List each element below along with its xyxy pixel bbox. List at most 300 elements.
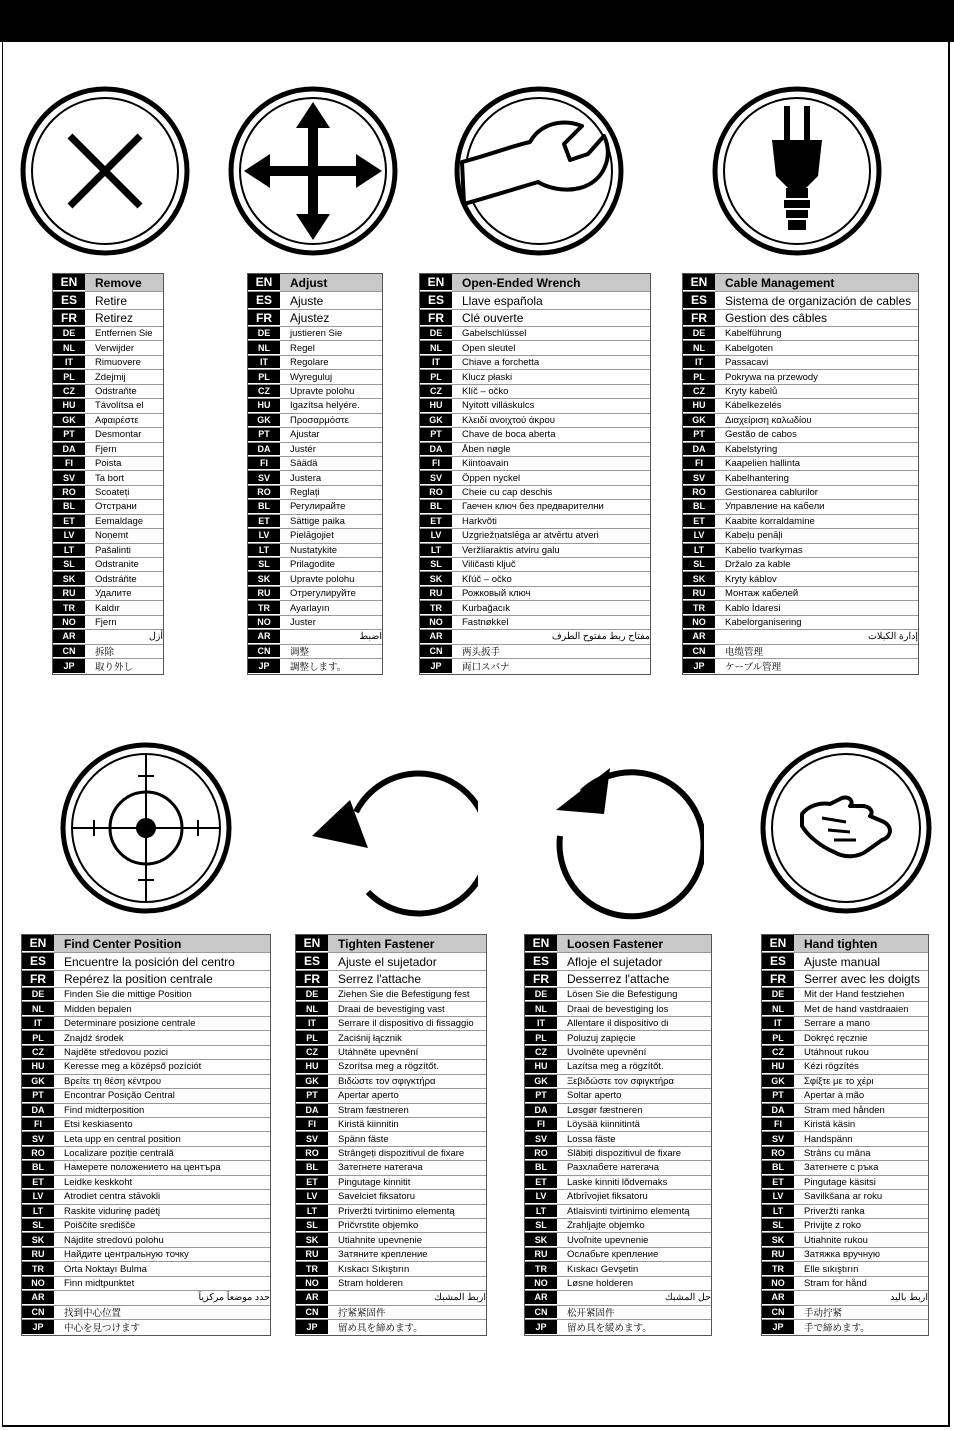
- language-code: BL: [525, 1161, 557, 1174]
- translation-text: Kabelführung: [725, 328, 782, 340]
- loosen-translation-table: [524, 934, 712, 1336]
- language-code: NO: [248, 616, 280, 629]
- table-row: [762, 1017, 928, 1031]
- language-code: NO: [762, 1277, 794, 1290]
- language-code: PT: [525, 1089, 557, 1102]
- translation-text: Klíč – očko: [462, 385, 509, 397]
- table-row: [296, 1205, 486, 1219]
- table-row: [22, 1277, 270, 1291]
- language-code: FI: [525, 1118, 557, 1131]
- language-code: RU: [296, 1248, 328, 1261]
- translation-text: Ajuste el sujetador: [338, 954, 437, 969]
- table-row: [683, 443, 918, 457]
- translation-text: 中心を見つけます: [64, 1323, 141, 1335]
- translation-text: Ξεβιδώστε τον σφιγκτήρα: [567, 1075, 675, 1087]
- language-code: ES: [420, 292, 452, 309]
- language-code: PL: [525, 1031, 557, 1044]
- table-row: [525, 1262, 711, 1276]
- table-row: [53, 471, 163, 485]
- language-code: SL: [53, 558, 85, 571]
- language-code: CN: [420, 645, 452, 658]
- language-code: NO: [420, 616, 452, 629]
- adjust-translation-table: [247, 273, 383, 675]
- language-code: EN: [420, 274, 452, 291]
- language-code: NL: [296, 1002, 328, 1015]
- language-code: LT: [762, 1205, 794, 1218]
- table-row: [248, 515, 382, 529]
- language-code: NL: [420, 341, 452, 354]
- translation-text: Tighten Fastener: [328, 935, 486, 952]
- translation-text: Ослабьте крепление: [567, 1249, 659, 1261]
- language-code: HU: [296, 1060, 328, 1073]
- language-code: RO: [420, 486, 452, 499]
- translation-text: Apertar aperto: [338, 1090, 399, 1102]
- adjust-arrows-icon: [226, 84, 400, 258]
- translation-text: Stram for hånd: [804, 1277, 867, 1289]
- translation-text: Kıskacı Sıkıştırın: [338, 1263, 410, 1275]
- table-row: [762, 935, 928, 953]
- translation-text: Pielāgojiet: [290, 530, 334, 542]
- language-code: IT: [53, 356, 85, 369]
- translation-text: Управление на кабели: [725, 501, 825, 513]
- table-row: [683, 370, 918, 384]
- language-code: GK: [53, 414, 85, 427]
- translation-text: justieren Sie: [290, 328, 343, 340]
- table-row: [53, 630, 163, 644]
- translation-text: Strâns cu mâna: [804, 1148, 871, 1160]
- translation-text: Zaciśnij łącznik: [338, 1032, 402, 1044]
- translation-text: Kryty kabelů: [725, 385, 778, 397]
- table-row: [525, 1132, 711, 1146]
- table-row: [296, 1089, 486, 1103]
- language-code: HU: [53, 399, 85, 412]
- table-row: [296, 1031, 486, 1045]
- table-row: [420, 274, 650, 292]
- language-code: SK: [53, 572, 85, 585]
- translation-text: Open-Ended Wrench: [452, 274, 650, 291]
- table-row: [22, 1031, 270, 1045]
- translation-text: Kiristä käsin: [804, 1119, 856, 1131]
- language-code: HU: [22, 1060, 54, 1073]
- table-row: [296, 1017, 486, 1031]
- translation-text: Držalo za kable: [725, 559, 791, 571]
- translation-text: Разхлабете натегача: [567, 1162, 660, 1174]
- translation-text: Allentare il dispositivo di: [567, 1018, 669, 1030]
- table-row: [525, 953, 711, 971]
- table-row: [525, 1017, 711, 1031]
- language-code: LV: [248, 529, 280, 542]
- translation-text: Mit der Hand festziehen: [804, 989, 905, 1001]
- language-code: JP: [420, 659, 452, 673]
- language-code: DA: [420, 443, 452, 456]
- translation-text: Atbrīvojiet fiksatoru: [567, 1191, 648, 1203]
- table-row: [248, 274, 382, 292]
- table-row: [296, 1176, 486, 1190]
- table-row: [248, 659, 382, 673]
- language-code: FI: [22, 1118, 54, 1131]
- table-row: [683, 486, 918, 500]
- translation-text: Nyitott villáskulcs: [462, 400, 535, 412]
- translation-text: Desmontar: [95, 429, 142, 441]
- translation-text: Kryty káblov: [725, 573, 777, 585]
- language-code: FI: [683, 457, 715, 470]
- table-row: [683, 274, 918, 292]
- table-row: [420, 457, 650, 471]
- translation-text: Spänn fäste: [338, 1133, 389, 1145]
- language-code: EN: [762, 935, 794, 952]
- translation-text: Zrahljajte objemko: [567, 1220, 645, 1232]
- translation-text: Regolare: [290, 357, 329, 369]
- translation-text: Keresse meg a középső pozíciót: [64, 1061, 202, 1073]
- table-row: [248, 572, 382, 586]
- language-code: LV: [525, 1190, 557, 1203]
- translation-text: Localizare poziție centrală: [64, 1148, 174, 1160]
- translation-text: Verwijder: [95, 342, 135, 354]
- language-code: PT: [762, 1089, 794, 1102]
- language-code: GK: [296, 1075, 328, 1088]
- language-code: DE: [53, 327, 85, 340]
- table-row: [420, 310, 650, 327]
- language-code: SK: [420, 572, 452, 585]
- table-row: [248, 529, 382, 543]
- table-row: [420, 327, 650, 341]
- tighten-translation-table: [295, 934, 487, 1336]
- language-code: RU: [525, 1248, 557, 1261]
- remove-translation-table: [52, 273, 164, 675]
- translation-text: Orta Noktayı Bulma: [64, 1263, 147, 1275]
- translation-text: Encuentre la posición del centro: [64, 954, 235, 969]
- language-code: SV: [420, 471, 452, 484]
- language-code: ET: [53, 515, 85, 528]
- language-code: PL: [683, 370, 715, 383]
- translation-text: Ajustez: [290, 311, 330, 325]
- translation-text: Найдите центральную точку: [64, 1249, 189, 1261]
- translation-text: Kabeļu penāļi: [725, 530, 783, 542]
- translation-text: حل المشبك: [664, 1292, 711, 1304]
- table-row: [22, 1060, 270, 1074]
- language-code: ES: [248, 292, 280, 309]
- table-row: [525, 1118, 711, 1132]
- translation-text: Kabelorganisering: [725, 616, 802, 628]
- translation-text: Kaapelien hallinta: [725, 458, 801, 470]
- language-code: FR: [296, 971, 328, 987]
- table-row: [22, 1205, 270, 1219]
- translation-text: Затегнете с ръка: [804, 1162, 879, 1174]
- table-row: [683, 529, 918, 543]
- language-code: FI: [762, 1118, 794, 1131]
- language-code: JP: [683, 659, 715, 673]
- table-row: [296, 1147, 486, 1161]
- table-row: [22, 953, 270, 971]
- translation-text: Αφαιρέστε: [95, 414, 139, 426]
- table-row: [683, 428, 918, 442]
- translation-text: Open sleutel: [462, 342, 516, 354]
- table-row: [525, 1176, 711, 1190]
- translation-text: Kabelhantering: [725, 472, 789, 484]
- language-code: CN: [53, 645, 85, 658]
- translation-text: Entfernen Sie: [95, 328, 153, 340]
- translation-text: Prilagodite: [290, 559, 335, 571]
- translation-text: Cheie cu cap deschis: [462, 487, 553, 499]
- language-code: LV: [22, 1190, 54, 1203]
- table-row: [420, 500, 650, 514]
- table-row: [525, 1147, 711, 1161]
- target-icon: [58, 740, 234, 916]
- table-row: [296, 1060, 486, 1074]
- language-code: TR: [296, 1262, 328, 1275]
- table-row: [683, 385, 918, 399]
- table-row: [525, 988, 711, 1002]
- translation-text: Finn midtpunktet: [64, 1277, 135, 1289]
- language-code: EN: [22, 935, 54, 952]
- translation-text: Apertar à mão: [804, 1090, 865, 1102]
- table-row: [22, 1104, 270, 1118]
- translation-text: إدارة الكبلات: [868, 631, 918, 643]
- loosen-arrow-icon: [530, 748, 704, 922]
- table-row: [762, 1147, 928, 1161]
- language-code: IT: [420, 356, 452, 369]
- language-code: DE: [248, 327, 280, 340]
- language-code: SL: [296, 1219, 328, 1232]
- table-row: [296, 1277, 486, 1291]
- translation-text: 手で締めます。: [804, 1323, 870, 1335]
- language-code: FR: [683, 310, 715, 326]
- language-code: NL: [22, 1002, 54, 1015]
- language-code: AR: [762, 1291, 794, 1304]
- translation-text: Laske kinniti lõdvemaks: [567, 1176, 668, 1188]
- table-row: [762, 953, 928, 971]
- table-row: [53, 500, 163, 514]
- language-code: FR: [525, 971, 557, 987]
- translation-text: Lösen Sie die Befestigung: [567, 989, 678, 1001]
- table-row: [248, 310, 382, 327]
- language-code: RO: [296, 1147, 328, 1160]
- table-row: [420, 630, 650, 644]
- table-row: [525, 1161, 711, 1175]
- wrench-translation-table: [419, 273, 651, 675]
- language-code: PL: [22, 1031, 54, 1044]
- table-row: [420, 558, 650, 572]
- table-row: [525, 1291, 711, 1305]
- table-row: [53, 529, 163, 543]
- translation-text: Távolítsa el: [95, 400, 144, 412]
- table-row: [762, 1248, 928, 1262]
- translation-text: Ajuste manual: [804, 954, 881, 969]
- table-row: [296, 1291, 486, 1305]
- language-code: HU: [525, 1060, 557, 1073]
- translation-text: Najděte středovou pozici: [64, 1046, 169, 1058]
- translation-text: Znajdź środek: [64, 1032, 124, 1044]
- language-code: PT: [248, 428, 280, 441]
- translation-text: Lazítsa meg a rögzítőt.: [567, 1061, 664, 1073]
- language-code: IT: [762, 1017, 794, 1030]
- table-row: [420, 572, 650, 586]
- language-code: LV: [53, 529, 85, 542]
- language-code: IT: [22, 1017, 54, 1030]
- language-code: GK: [22, 1075, 54, 1088]
- language-code: CN: [762, 1306, 794, 1319]
- language-code: SK: [296, 1233, 328, 1246]
- language-code: CN: [296, 1306, 328, 1319]
- translation-text: Stram med hånden: [804, 1104, 885, 1116]
- language-code: RU: [420, 587, 452, 600]
- table-row: [296, 1075, 486, 1089]
- table-row: [248, 500, 382, 514]
- table-row: [53, 457, 163, 471]
- language-code: LT: [53, 544, 85, 557]
- language-code: SV: [22, 1132, 54, 1145]
- language-code: NL: [525, 1002, 557, 1015]
- translation-text: Rimuovere: [95, 357, 141, 369]
- translation-text: اربط باليد: [890, 1292, 928, 1304]
- table-row: [683, 471, 918, 485]
- language-code: TR: [248, 601, 280, 614]
- table-row: [22, 1132, 270, 1146]
- translation-text: Serrez l'attache: [338, 972, 421, 986]
- language-code: BL: [22, 1161, 54, 1174]
- translation-text: Serrare il dispositivo di fissaggio: [338, 1018, 474, 1030]
- language-code: ES: [22, 953, 54, 970]
- table-row: [683, 310, 918, 327]
- translation-text: Draai de bevestiging vast: [338, 1003, 445, 1015]
- table-row: [248, 443, 382, 457]
- table-row: [762, 1089, 928, 1103]
- language-code: LT: [525, 1205, 557, 1218]
- language-code: PL: [420, 370, 452, 383]
- translation-text: Upravte polohu: [290, 573, 355, 585]
- table-row: [683, 558, 918, 572]
- language-code: HU: [420, 399, 452, 412]
- language-code: IT: [525, 1017, 557, 1030]
- language-code: RU: [762, 1248, 794, 1261]
- language-code: HU: [248, 399, 280, 412]
- language-code: DE: [525, 988, 557, 1001]
- table-row: [296, 1320, 486, 1334]
- language-code: TR: [683, 601, 715, 614]
- language-code: PT: [296, 1089, 328, 1102]
- table-row: [248, 616, 382, 630]
- table-row: [53, 327, 163, 341]
- table-row: [53, 399, 163, 413]
- language-code: ES: [525, 953, 557, 970]
- table-row: [762, 1277, 928, 1291]
- table-row: [53, 341, 163, 355]
- language-code: IT: [248, 356, 280, 369]
- translation-text: Etsi keskiasento: [64, 1119, 133, 1131]
- translation-text: Savilkšana ar roku: [804, 1191, 883, 1203]
- table-row: [525, 1060, 711, 1074]
- table-row: [683, 659, 918, 673]
- language-code: GK: [683, 414, 715, 427]
- translation-text: Find midterposition: [64, 1104, 145, 1116]
- language-code: TR: [762, 1262, 794, 1275]
- translation-text: Clé ouverte: [462, 311, 524, 325]
- table-row: [420, 659, 650, 673]
- translation-text: Отрегулируйте: [290, 588, 356, 600]
- language-code: PL: [53, 370, 85, 383]
- language-code: NL: [248, 341, 280, 354]
- table-row: [525, 1320, 711, 1334]
- translation-text: Remove: [85, 274, 163, 291]
- language-code: BL: [248, 500, 280, 513]
- table-row: [420, 399, 650, 413]
- translation-text: Leta upp en central position: [64, 1133, 181, 1145]
- translation-text: Utáhněte upevnění: [338, 1046, 419, 1058]
- language-code: AR: [683, 630, 715, 643]
- table-row: [420, 292, 650, 310]
- language-code: ET: [525, 1176, 557, 1189]
- language-code: FR: [420, 310, 452, 326]
- table-row: [296, 935, 486, 953]
- table-row: [22, 1017, 270, 1031]
- table-row: [762, 1190, 928, 1204]
- language-code: RO: [525, 1147, 557, 1160]
- translation-text: Llave española: [462, 293, 543, 308]
- remove-x-icon: [18, 84, 192, 258]
- table-row: [296, 1190, 486, 1204]
- translation-text: Afloje el sujetador: [567, 954, 663, 969]
- language-code: LV: [420, 529, 452, 542]
- table-row: [762, 1104, 928, 1118]
- translation-text: Desserrez l'attache: [567, 972, 670, 986]
- language-code: JP: [296, 1320, 328, 1334]
- table-row: [683, 457, 918, 471]
- language-code: SK: [525, 1233, 557, 1246]
- language-code: RO: [762, 1147, 794, 1160]
- table-row: [22, 1320, 270, 1334]
- table-row: [525, 1248, 711, 1262]
- top-black-bar: [0, 0, 954, 42]
- translation-text: Utáhnout rukou: [804, 1046, 869, 1058]
- language-code: NO: [22, 1277, 54, 1290]
- translation-text: Kabelio tvarkymas: [725, 544, 803, 556]
- table-row: [683, 572, 918, 586]
- language-code: NL: [762, 1002, 794, 1015]
- translation-text: Gabelschlüssel: [462, 328, 527, 340]
- table-row: [762, 1306, 928, 1320]
- translation-text: Fjern: [95, 616, 117, 628]
- translation-text: 电缆管理: [725, 647, 764, 659]
- language-code: DE: [296, 988, 328, 1001]
- translation-text: حدد موضعاً مركزياً: [198, 1292, 270, 1304]
- language-code: HU: [762, 1060, 794, 1073]
- table-row: [296, 1002, 486, 1016]
- translation-text: Slăbiți dispozitivul de fixare: [567, 1148, 682, 1160]
- language-code: CN: [22, 1306, 54, 1319]
- table-row: [53, 558, 163, 572]
- translation-text: Find Center Position: [54, 935, 270, 952]
- table-row: [683, 341, 918, 355]
- translation-text: Poluzuj zapięcie: [567, 1032, 636, 1044]
- table-row: [420, 645, 650, 659]
- table-row: [420, 616, 650, 630]
- translation-text: Sistema de organización de cables: [725, 293, 912, 308]
- translation-text: Nustatykite: [290, 544, 337, 556]
- tighten-arrow-icon: [304, 748, 478, 922]
- translation-text: Szorítsa meg a rögzítőt.: [338, 1061, 439, 1073]
- language-code: TR: [53, 601, 85, 614]
- translation-text: Odstranite: [95, 559, 139, 571]
- hand-translation-table: [761, 934, 929, 1336]
- table-row: [683, 327, 918, 341]
- table-row: [762, 1219, 928, 1233]
- language-code: LT: [248, 544, 280, 557]
- language-code: SV: [683, 471, 715, 484]
- language-code: DE: [683, 327, 715, 340]
- language-code: BL: [420, 500, 452, 513]
- translation-text: Stram holderen: [338, 1277, 403, 1289]
- table-row: [296, 1104, 486, 1118]
